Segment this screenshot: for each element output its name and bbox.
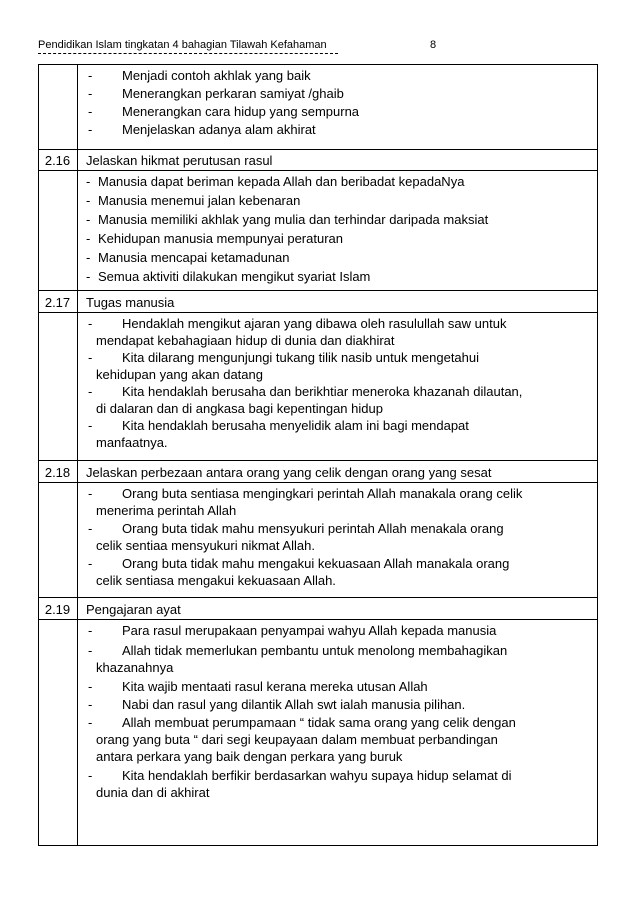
bullet: - [88, 768, 93, 783]
bullet: - [88, 486, 93, 501]
row-divider [38, 482, 598, 483]
list-item-continuation: manfaatnya. [96, 435, 168, 450]
list-item: Orang buta tidak mahu mensyukuri perintah Allah menakala orang [122, 521, 504, 536]
list-item-continuation: celik sentiaa mensyukuri nikmat Allah. [96, 538, 315, 553]
section-number: 2.18 [44, 465, 71, 480]
list-item: Para rasul merupakaan penyampai wahyu Allah kepada manusia [122, 623, 497, 638]
list-item: Allah membuat perumpamaan “ tidak sama orang yang celik dengan [122, 715, 516, 730]
bullet: - [88, 350, 93, 365]
bullet: - [88, 556, 93, 571]
bullet: - [88, 68, 93, 83]
row-divider [38, 460, 598, 461]
column-divider [77, 64, 78, 846]
list-item-continuation: menerima perintah Allah [96, 503, 237, 518]
list-item: Kita dilarang mengunjungi tukang tilik nasib untuk mengetahui [122, 350, 480, 365]
list-item: Kita hendaklah berusaha menyelidik alam ini bagi mendapat [122, 418, 469, 433]
list-item: Allah tidak memerlukan pembantu untuk menolong membahagikan [122, 643, 508, 658]
bullet: - [88, 697, 93, 712]
section-number: 2.17 [44, 295, 71, 310]
bullet: - [88, 643, 93, 658]
page-number: 8 [430, 39, 437, 51]
bullet: - [86, 212, 91, 227]
row-divider [38, 149, 598, 150]
bullet: - [86, 269, 91, 284]
list-item-continuation: dunia dan di akhirat [96, 785, 210, 800]
list-item: Manusia mencapai ketamadunan [98, 250, 290, 265]
list-item: Kita hendaklah berfikir berdasarkan wahyu supaya hidup selamat di [122, 768, 512, 783]
list-item: Kehidupan manusia mempunyai peraturan [98, 231, 343, 246]
list-item: Kita hendaklah berusaha dan berikhtiar meneroka khazanah dilautan, [122, 384, 523, 399]
list-item: Orang buta sentiasa mengingkari perintah Allah manakala orang celik [122, 486, 523, 501]
section-heading: Tugas manusia [86, 295, 175, 310]
list-item: Manusia memiliki akhlak yang mulia dan terhindar daripada maksiat [98, 212, 489, 227]
section-heading: Jelaskan hikmat perutusan rasul [86, 153, 273, 168]
row-divider [38, 619, 598, 620]
bullet: - [88, 104, 93, 119]
list-item: Kita wajib mentaati rasul kerana mereka utusan Allah [122, 679, 428, 694]
list-item-continuation: celik sentiasa mengakui kekuasaan Allah. [96, 573, 336, 588]
bullet: - [86, 231, 91, 246]
list-item-continuation: mendapat kebahagiaan hidup di dunia dan diakhirat [96, 333, 395, 348]
row-divider [38, 597, 598, 598]
bullet: - [86, 193, 91, 208]
bullet: - [88, 316, 93, 331]
list-item: Menerangkan perkaran samiyat /ghaib [122, 86, 344, 101]
list-item: Manusia dapat beriman kepada Allah dan beribadat kepadaNya [98, 174, 465, 189]
section-heading: Pengajaran ayat [86, 602, 181, 617]
list-item: Manusia menemui jalan kebenaran [98, 193, 301, 208]
section-number: 2.16 [44, 153, 71, 168]
row-divider [38, 170, 598, 171]
bullet: - [88, 623, 93, 638]
list-item: Menjelaskan adanya alam akhirat [122, 122, 316, 137]
list-item-continuation: kehidupan yang akan datang [96, 367, 263, 382]
bullet: - [86, 250, 91, 265]
bullet: - [86, 174, 91, 189]
header-title: Pendidikan Islam tingkatan 4 bahagian Tilawah Kefahaman [38, 39, 327, 51]
header-separator [38, 53, 338, 54]
bullet: - [88, 122, 93, 137]
list-item: Hendaklah mengikut ajaran yang dibawa oleh rasulullah saw untuk [122, 316, 507, 331]
list-item-continuation: khazanahnya [96, 660, 174, 675]
bullet: - [88, 679, 93, 694]
list-item-continuation: di dalaran dan di angkasa bagi kepentingan hidup [96, 401, 383, 416]
list-item: Orang buta tidak mahu mengakui kekuasaan Allah manakala orang [122, 556, 510, 571]
list-item: Menjadi contoh akhlak yang baik [122, 68, 311, 83]
bullet: - [88, 418, 93, 433]
section-number: 2.19 [44, 602, 71, 617]
row-divider [38, 290, 598, 291]
list-item: Nabi dan rasul yang dilantik Allah swt ialah manusia pilihan. [122, 697, 466, 712]
section-heading: Jelaskan perbezaan antara orang yang celik dengan orang yang sesat [86, 465, 492, 480]
list-item: Semua aktiviti dilakukan mengikut syariat Islam [98, 269, 371, 284]
list-item-continuation: antara perkara yang baik dengan perkara yang buruk [96, 749, 403, 764]
page-header [38, 38, 598, 52]
bullet: - [88, 715, 93, 730]
list-item: Menerangkan cara hidup yang sempurna [122, 104, 360, 119]
list-item-continuation: orang yang buta “ dari segi keupayaan dalam membuat perbandingan [96, 732, 498, 747]
bullet: - [88, 521, 93, 536]
bullet: - [88, 86, 93, 101]
row-divider [38, 312, 598, 313]
bullet: - [88, 384, 93, 399]
